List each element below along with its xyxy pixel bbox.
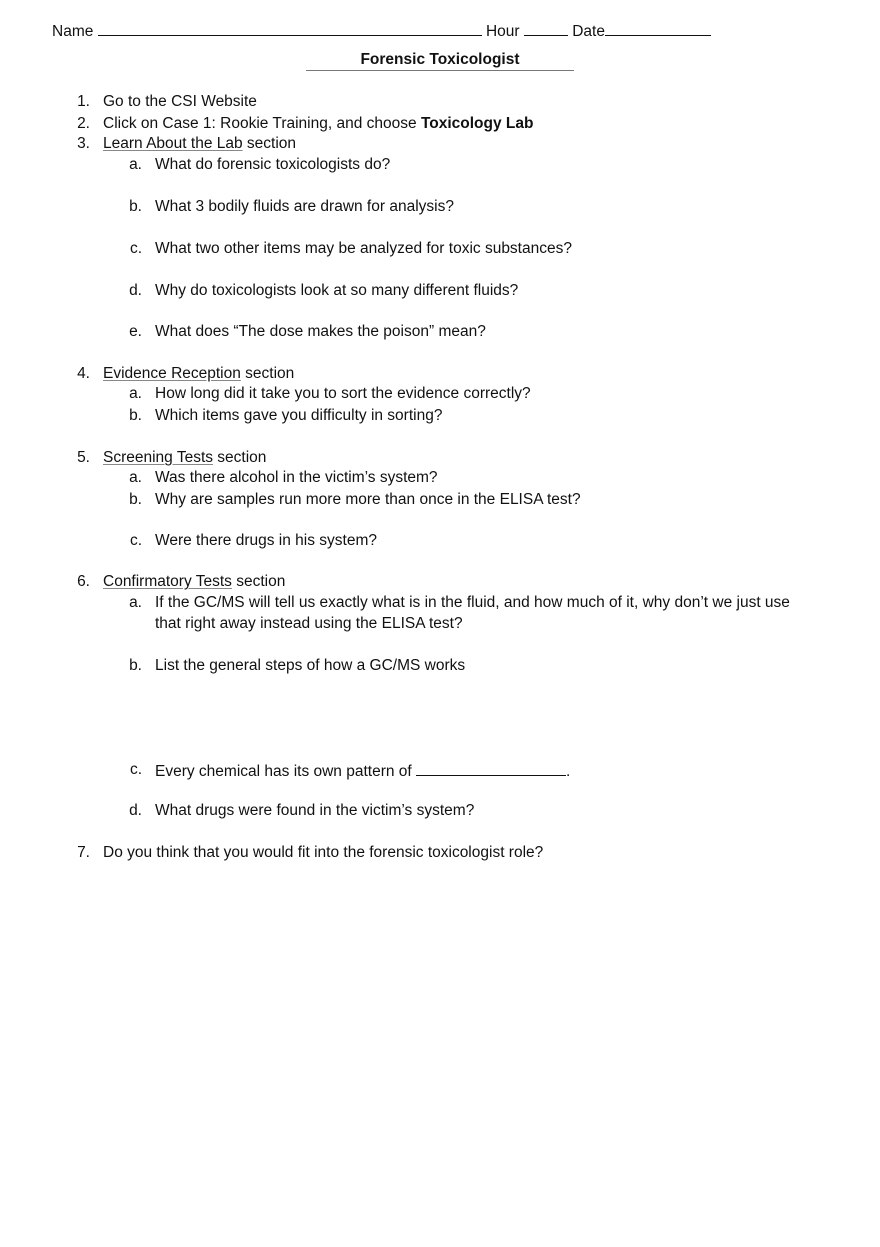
date-label: Date [572, 23, 605, 40]
sub-question: What 3 bodily fluids are drawn for analysis? [155, 198, 454, 215]
name-label: Name [52, 23, 94, 40]
item-2-text [103, 114, 533, 134]
sub-question: What two other items may be analyzed for toxic substances? [155, 240, 572, 257]
sub-letter: b. [129, 198, 142, 215]
item-2-text-before: Click on Case 1: Rookie Training, and choose [103, 115, 421, 132]
item-4-suffix: section [240, 365, 295, 382]
item-3-suffix: section [242, 135, 297, 152]
sub-letter: c. [129, 532, 142, 549]
item-number: 3. [77, 135, 90, 152]
title-block [306, 50, 574, 71]
sub-question: What does “The dose makes the poison” mean? [155, 323, 486, 340]
sub-letter: a. [129, 469, 142, 486]
sub-question-line2: that right away instead using the ELISA test? [155, 615, 463, 632]
sub-question-fill-blank [155, 760, 570, 782]
sub-question: What drugs were found in the victim’s system? [155, 802, 475, 819]
fill-blank-tail: . [566, 763, 571, 780]
item-6-suffix: section [231, 573, 286, 590]
sub-letter: c. [129, 240, 142, 257]
sub-letter: a. [129, 385, 142, 402]
sub-letter: b. [129, 407, 142, 424]
hour-blank[interactable] [524, 20, 568, 36]
hour-label: Hour [485, 23, 520, 40]
sub-letter: a. [129, 594, 142, 611]
item-1-text: Go to the CSI Website [103, 93, 257, 110]
fill-blank-text: Every chemical has its own pattern of [155, 763, 412, 780]
sub-question: Why are samples run more more than once in the ELISA test? [155, 491, 581, 508]
item-number: 5. [77, 449, 90, 466]
sub-question-line1: If the GC/MS will tell us exactly what is in the fluid, and how much of it, why don’t we just use [155, 594, 790, 611]
sub-letter: b. [129, 491, 142, 508]
item-number: 2. [77, 115, 90, 132]
item-4-link[interactable]: Evidence Reception [103, 365, 241, 382]
item-7-text: Do you think that you would fit into the forensic toxicologist role? [103, 844, 544, 861]
header-line [52, 20, 711, 42]
item-3-link[interactable]: Learn About the Lab [103, 135, 243, 152]
item-number: 6. [77, 573, 90, 590]
item-number: 4. [77, 365, 90, 382]
sub-question: How long did it take you to sort the evidence correctly? [155, 385, 531, 402]
item-5-link[interactable]: Screening Tests [103, 449, 213, 466]
item-6-text [103, 572, 285, 592]
page-title: Forensic Toxicologist [360, 51, 520, 68]
sub-question: List the general steps of how a GC/MS works [155, 657, 466, 674]
item-4-text [103, 364, 294, 384]
sub-letter: e. [129, 323, 142, 340]
item-6-link[interactable]: Confirmatory Tests [103, 573, 232, 590]
date-blank[interactable] [605, 20, 711, 36]
sub-question: Were there drugs in his system? [155, 532, 377, 549]
sub-letter: b. [129, 657, 142, 674]
item-5-text [103, 448, 266, 468]
sub-question: Was there alcohol in the victim’s system? [155, 469, 438, 486]
item-number: 7. [77, 844, 90, 861]
sub-question: What do forensic toxicologists do? [155, 156, 391, 173]
item-5-suffix: section [213, 449, 267, 466]
sub-letter: d. [129, 802, 142, 819]
sub-question: Why do toxicologists look at so many different fluids? [155, 282, 519, 299]
sub-letter: c. [129, 761, 142, 778]
item-2-bold: Toxicology Lab [420, 115, 534, 132]
item-number: 1. [77, 93, 90, 110]
pattern-blank[interactable] [416, 760, 566, 776]
item-3-text [103, 134, 296, 154]
sub-letter: a. [129, 156, 142, 173]
name-blank[interactable] [98, 20, 482, 36]
sub-letter: d. [129, 282, 142, 299]
sub-question: Which items gave you difficulty in sorting? [155, 407, 443, 424]
